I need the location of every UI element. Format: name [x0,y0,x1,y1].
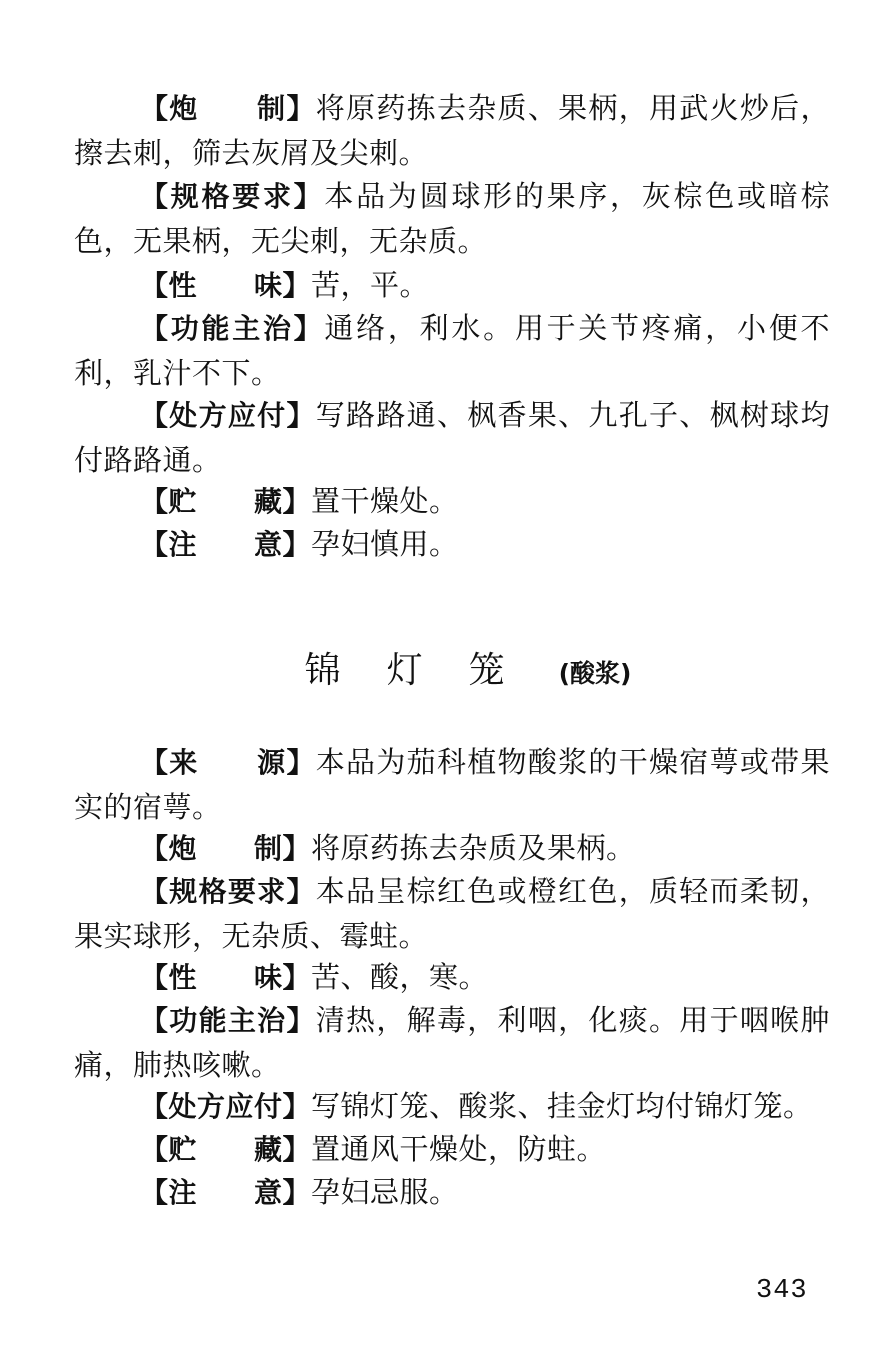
entry-label: 【来 源】 [140,746,316,779]
entry-storage [74,1127,830,1172]
entry-specification [74,174,830,263]
herb-name: 锦灯笼 [304,650,551,691]
entry-text: 本品为茄科植物酸浆的干燥宿萼或带果实的宿萼。 [74,745,830,824]
entry-prescription [74,393,830,482]
entry-label: 【贮 藏】 [140,1133,312,1166]
herb-alt-name: (酸浆) [558,659,632,688]
entry-label: 【处方应付】 [140,1090,312,1123]
entry-label: 【炮 制】 [140,832,312,865]
page-number: 343 [756,1276,808,1306]
entry-label: 【功能主治】 [140,1004,316,1037]
entry-functions [74,306,830,395]
entry-label: 【注 意】 [140,528,312,561]
entry-text: 孕妇慎用。 [311,527,459,561]
entry-caution [74,1170,830,1215]
entry-text: 写路路通、枫香果、九孔子、枫树球均付路路通。 [74,398,830,477]
entry-prescription [74,1084,830,1129]
entry-label: 【贮 藏】 [140,485,312,518]
section-title [0,642,896,693]
entry-specification [74,869,830,958]
entry-text: 苦，平。 [311,268,430,302]
entry-label: 【注 意】 [140,1176,312,1209]
entry-source [74,740,830,829]
entry-text: 清热，解毒，利咽，化痰。用于咽喉肿痛，肺热咳嗽。 [74,1003,830,1082]
entry-label: 【规格要求】 [140,875,316,908]
entry-text: 置干燥处。 [311,484,459,518]
entry-label: 【炮 制】 [140,92,316,125]
entry-label: 【性 味】 [140,961,312,994]
entry-caution [74,522,830,567]
entry-text: 苦、酸，寒。 [311,960,489,994]
entry-label: 【规格要求】 [140,180,325,213]
entry-text: 本品呈棕红色或橙红色，质轻而柔韧，果实球形，无杂质、霉蛀。 [74,874,830,953]
entry-label: 【性 味】 [140,269,312,302]
entry-text: 孕妇忌服。 [311,1175,459,1209]
entry-text: 本品为圆球形的果序，灰棕色或暗棕色，无果柄，无尖刺，无杂质。 [74,179,830,258]
entry-text: 将原药拣去杂质及果柄。 [311,831,636,865]
entry-text: 置通风干燥处，防蛀。 [311,1132,607,1166]
entry-text: 通络，利水。用于关节疼痛，小便不利，乳汁不下。 [74,311,830,390]
entry-functions [74,998,830,1087]
entry-label: 【功能主治】 [140,312,325,345]
entry-storage [74,479,830,524]
entry-label: 【处方应付】 [140,399,316,432]
entry-nature-flavor [74,955,830,1000]
entry-nature-flavor [74,263,830,308]
entry-text: 写锦灯笼、酸浆、挂金灯均付锦灯笼。 [311,1089,813,1123]
entry-processing [74,86,830,175]
entry-text: 将原药拣去杂质、果柄，用武火炒后，擦去刺，筛去灰屑及尖刺。 [74,91,830,170]
entry-processing [74,826,830,871]
